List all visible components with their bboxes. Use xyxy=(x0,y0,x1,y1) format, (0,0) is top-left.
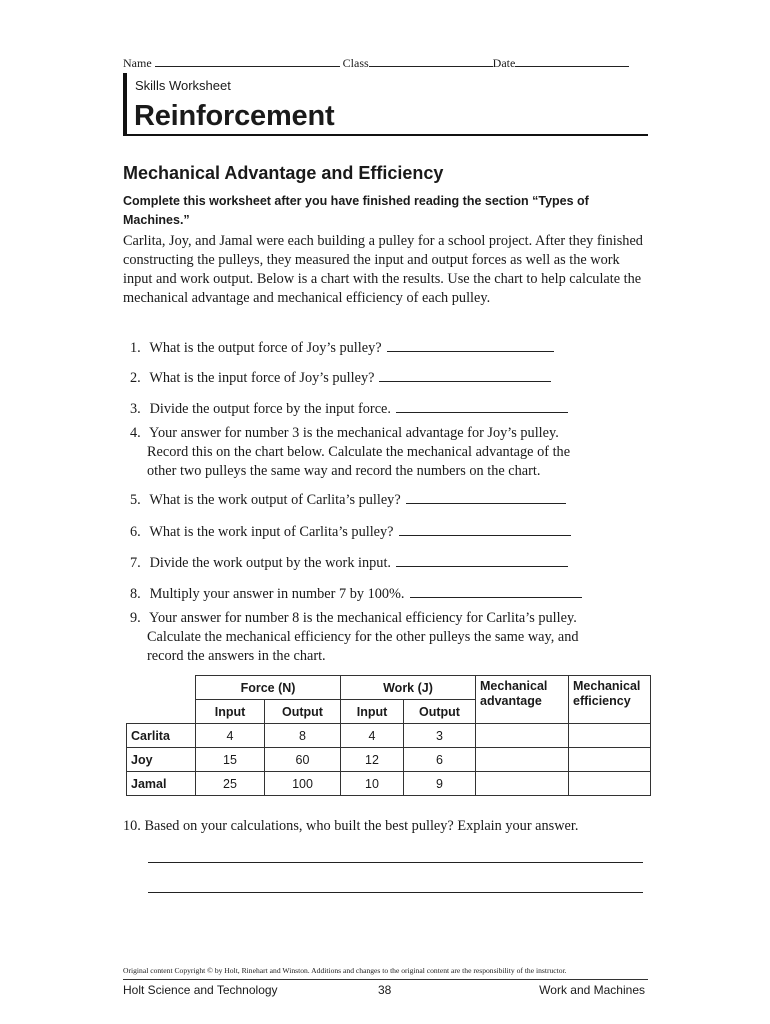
mechanical-advantage-cell[interactable] xyxy=(476,724,569,748)
name-field[interactable] xyxy=(155,55,340,67)
question-7: 7. Divide the work output by the work input. xyxy=(130,554,650,573)
table-row xyxy=(127,772,651,796)
date-label: Date xyxy=(492,56,516,70)
page-title: Reinforcement xyxy=(134,100,335,132)
table-row xyxy=(127,748,651,772)
work-input-header: Input xyxy=(341,700,404,724)
mechanical-advantage-cell[interactable] xyxy=(476,772,569,796)
question-4: 4. Your answer for number 3 is the mechanical advantage for Joy’s pulley. Record this on the chart below. Calculate the mechanical advantage of the other two pulleys the same way and record the numbers on the chart. xyxy=(130,425,571,479)
question-8: 8. Multiply your answer in number 7 by 100%. xyxy=(130,585,650,604)
force-input-cell: 25 xyxy=(196,772,265,796)
work-output-cell: 6 xyxy=(404,748,476,772)
title-horizontal-rule xyxy=(123,134,648,136)
force-output-header: Output xyxy=(265,700,341,724)
footer-rule xyxy=(123,979,648,980)
title-block xyxy=(123,73,648,136)
row-label: Carlita xyxy=(127,724,196,748)
work-input-cell: 12 xyxy=(341,748,404,772)
force-input-cell: 15 xyxy=(196,748,265,772)
work-output-cell: 9 xyxy=(404,772,476,796)
header-fields xyxy=(123,55,648,71)
force-output-cell: 100 xyxy=(265,772,341,796)
work-output-cell: 3 xyxy=(404,724,476,748)
date-field[interactable] xyxy=(515,55,629,67)
intro-paragraph: Carlita, Joy, and Jamal were each building a pulley for a school project. After they finished constructing the pulleys, they measured the input and output forces as well as the work input and work output. Below is a chart with the results. Use the chart to help calculate the mechanical advantage and mechanical efficiency of each pulley. xyxy=(123,233,643,306)
mechanical-efficiency-cell[interactable] xyxy=(569,724,651,748)
answer-blank-6[interactable] xyxy=(399,523,571,536)
force-input-cell: 4 xyxy=(196,724,265,748)
question-9: 9. Your answer for number 8 is the mechanical efficiency for Carlita’s pulley. Calculate the mechanical efficiency for the other pulleys the same way, and record the answers in the chart. xyxy=(130,610,579,664)
copyright-notice: Original content Copyright © by Holt, Rinehart and Winston. Additions and changes to the original content are the responsibility of the instructor. xyxy=(123,966,567,975)
mechanical-advantage-header: Mechanical advantage xyxy=(476,676,569,724)
question-1: 1. What is the output force of Joy’s pulley? xyxy=(130,339,650,358)
class-field[interactable] xyxy=(369,55,493,67)
mechanical-efficiency-cell[interactable] xyxy=(569,772,651,796)
mechanical-efficiency-cell[interactable] xyxy=(569,748,651,772)
answer-blank-8[interactable] xyxy=(410,585,582,598)
work-input-cell: 10 xyxy=(341,772,404,796)
answer-line-10b[interactable] xyxy=(148,892,643,893)
work-header: Work (J) xyxy=(341,676,476,700)
answer-blank-7[interactable] xyxy=(396,554,568,567)
answer-blank-1[interactable] xyxy=(387,339,554,352)
work-input-cell: 4 xyxy=(341,724,404,748)
force-output-cell: 60 xyxy=(265,748,341,772)
instructions: Complete this worksheet after you have finished reading the section “Types of Machines.” xyxy=(123,194,589,227)
row-label: Joy xyxy=(127,748,196,772)
question-6: 6. What is the work input of Carlita’s pulley? xyxy=(130,523,650,542)
force-output-cell: 8 xyxy=(265,724,341,748)
page-number: 38 xyxy=(378,983,392,997)
title-vertical-rule xyxy=(123,73,127,136)
footer-chapter: Work and Machines xyxy=(539,983,645,997)
question-10: 10. Based on your calculations, who built the best pulley? Explain your answer. xyxy=(123,818,579,834)
work-output-header: Output xyxy=(404,700,476,724)
force-header: Force (N) xyxy=(196,676,341,700)
section-title: Mechanical Advantage and Efficiency xyxy=(123,163,444,183)
question-5: 5. What is the work output of Carlita’s pulley? xyxy=(130,491,650,510)
mechanical-efficiency-header: Mechanical efficiency xyxy=(569,676,651,724)
class-label: Class xyxy=(342,56,369,70)
worksheet-type: Skills Worksheet xyxy=(135,78,231,93)
results-table xyxy=(126,675,651,796)
answer-blank-5[interactable] xyxy=(406,491,566,504)
row-label: Jamal xyxy=(127,772,196,796)
force-input-header: Input xyxy=(196,700,265,724)
mechanical-advantage-cell[interactable] xyxy=(476,748,569,772)
answer-blank-2[interactable] xyxy=(379,369,551,382)
question-3: 3. Divide the output force by the input force. xyxy=(130,400,650,419)
answer-line-10a[interactable] xyxy=(148,862,643,863)
footer-publisher: Holt Science and Technology xyxy=(123,983,278,997)
table-row xyxy=(127,724,651,748)
name-label: Name xyxy=(123,56,152,70)
question-2: 2. What is the input force of Joy’s pulley? xyxy=(130,369,650,388)
answer-blank-3[interactable] xyxy=(396,400,568,413)
